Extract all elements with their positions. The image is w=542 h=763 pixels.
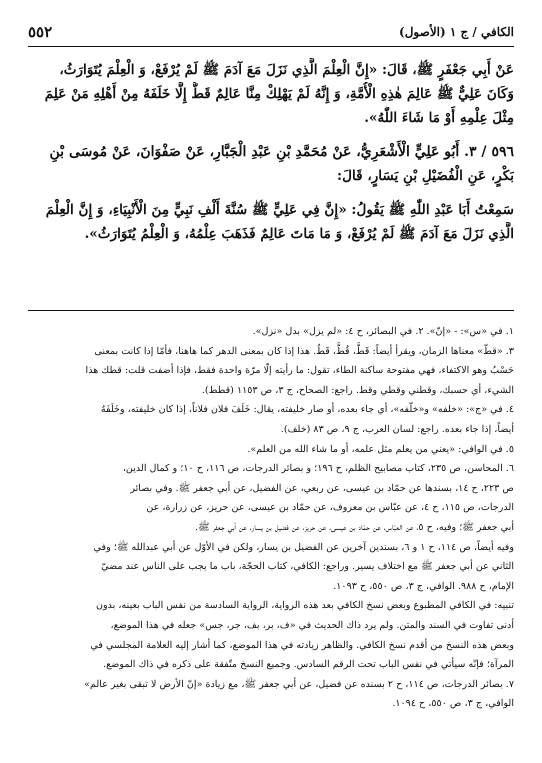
footnote-line: حَسْبُ وهو الاكتفاء، فهي مفتوحة ساكنة الطاء، تقول: ما رأيته إلّا مرّة واحدة فقط، فإذا أضفت قلت: قطك هذا (85, 365, 514, 377)
footnote-line: ٣. «قطّ» معناها الزمان، ويقرأ أيضاً: قَطُّ، قُطُّ، قَطُ. هذا إذا كان بمعنى الدهر كما هاهنا، فأمّا إذا كانت بمعنى (94, 345, 514, 357)
footnote-line: وفيه أيضاً، ص ١١٤، ح ١ و ٦، بسندين آخرين عن الفضيل بن يسار، ولكن في الأوّل عن أبي عبدالله ﷺ؛ وفي (93, 541, 514, 553)
main-line: بَكْرٍ، عَنِ الْفُضَيْلِ بْنِ يَسَارٍ، قَالَ: (337, 168, 514, 184)
footnote-line: أبي جعفر ﷺ؛ وفيه، ح ٥، عن العبّاس، عن حمّاد بن عيسى، عن حريز، عن فضيل بن يسار، عن أبي جعفر ﷺ. (195, 521, 514, 533)
footnote-line: ٧. بصائر الدرجات، ص ١١٤، ح ٢ بسنده عن فضيل، عن أبي جعفر ﷺ، مع زيادة «إنّ الأرض لا تبقى بغير عالم» (84, 678, 514, 690)
footnote-line: الوافي، ج ٣، ص ٥٥٠، ح ١٠٩٤. (392, 698, 514, 710)
footnote-line: الإمام، ح ٩٨٨. الوافي، ج ٣، ص ٥٥٠، ح ١٠٩٣. (333, 580, 514, 592)
footnote-line: ٦. المحاسن، ص ٢٣٥، كتاب مصابيح الظلم، ح ١٩٦؛ و بصائر الدرجات، ص ١١٦، ح ١٠؛ و كمال الدين، (122, 463, 514, 475)
footnotes (28, 322, 514, 714)
page-header (28, 22, 514, 42)
footnote-line: الشيء، أي حسبك، وقطني وقطي وقط. راجع: الصحاح، ج ٣، ص ١١٥٣ (قطط). (201, 384, 514, 396)
footnote-line: أدنى تفاوت في السند والمتن. ولم يرد ذاك الحديث في «ف، بر، بف، جر، جس» جعله في هذا الموضع، (110, 619, 514, 631)
footnote-line: الثاني عن أبي جعفر ﷺ مع اختلاف يسير. وراجع: الكافي، كتاب الحجّة، باب ما يجب على الناس عند مضيّ (101, 561, 514, 573)
footnote-rule (28, 310, 514, 311)
main-text (28, 58, 514, 246)
footnote-line: وبعض هذه النسخ من أقدم نسخ الكافي. والظاهر زيادته في هذا الموضع، كما أشار إليه العلامة المجلسي في (90, 639, 514, 651)
footnote-line: المرآة؛ فإنّه سيأتي في نفس الباب تحت الرقم السادس. وجميع النسخ متّفقة على ذكره في ذاك الموضع. (103, 659, 514, 671)
footnote-line: الدرجات، ص ١١٥، ح ٤، عن عبّاس بن معروف، عن حمّاد بن عيسى، عن حريز، عن زرارة، عن (146, 502, 514, 514)
page-number: ٥٥٢ (28, 23, 53, 41)
main-line: عَنْ أَبِي جَعْفَرٍ ﷺ، قَالَ: «إِنَّ الْعِلْمَ الَّذِي نَزَلَ مَعَ آدَمَ ﷺ لَمْ يُرْفَعْ، وَ الْعِلْمَ يُتَوَارَثُ، (59, 62, 514, 78)
running-title: الكافي / ج ١ (الأصول) (399, 25, 514, 39)
footnote-line: أيضاً، إذا جاء بعده. راجع: لسان العرب، ج ٩، ص ٨٣ (خلف). (280, 423, 514, 435)
footnote-line: ٤. في «ج»: «خلفه» و«خلّفه»، أي جاء بعده، أو صار خليفته، يقال: خَلَفَ فلان فلاناً، إذا كان خليفته، وخَلَفَهُ (100, 404, 514, 416)
footnote-line: ٥. في الوافي: «يعني من يعلم مثل علمه، أو ما شاء الله من العلم». (247, 443, 514, 455)
footnote-line: تنبيه: في الكافي المطبوع وبعض نسخ الكافي بعد هذه الرواية، الرواية السادسة من نفس الباب بعينه، بدون (96, 600, 514, 612)
footnote-line: ص ٢٢٣، ح ١٤، بسندها عن حمّاد بن عيسى، عن ربعي، عن الفضيل، عن أبي جعفر ﷺ. وفي بصائر (130, 482, 514, 494)
main-line: مِثْلَ عِلْمِهِ أَوْ مَا شَاءَ اللّٰهُ». (364, 110, 514, 126)
header-rule (28, 46, 514, 47)
main-line: الَّذِي نَزَلَ مَعَ آدَمَ ﷺ لَمْ يُرْفَعْ، وَ مَا مَاتَ عَالِمٌ فَذَهَبَ عِلْمُهُ، وَ الْعِلْمُ يُتَوَارَثُ». (84, 226, 514, 242)
footnote-line: ١. في «س»: - «إنّ». ٢. في البصائر، ح ٤: «لم يزل» بدل «نزل». (252, 326, 514, 337)
main-line: وَكَانَ عَلِيٌّ ﷺ عَالِمَ هٰذِهِ الْأُمَّةِ، وَ إِنَّهُ لَمْ يَهْلِكْ مِنَّا عَالِمٌ قَطُّ إِلَّا خَلَفَهُ مِنْ أَهْلِهِ مَنْ عَلِمَ (44, 86, 514, 102)
main-line: سَمِعْتُ أَبَا عَبْدِ اللّٰهِ ﷺ يَقُولُ: «إِنَّ فِي عَلِيٍّ ﷺ سُنَّةَ أَلْفِ نَبِيٍّ مِنَ الْأَنْبِيَاءِ، وَ إِنَّ الْعِلْمَ (45, 202, 514, 218)
hadith-chain-line: ٥٩٦ / ٣. أَبُو عَلِيٍّ الْأَشْعَرِيُّ، عَنْ مُحَمَّدِ بْنِ عَبْدِ الْجَبَّارِ، عَنْ صَفْوَانَ، عَنْ مُوسَى بْنِ (49, 144, 514, 160)
